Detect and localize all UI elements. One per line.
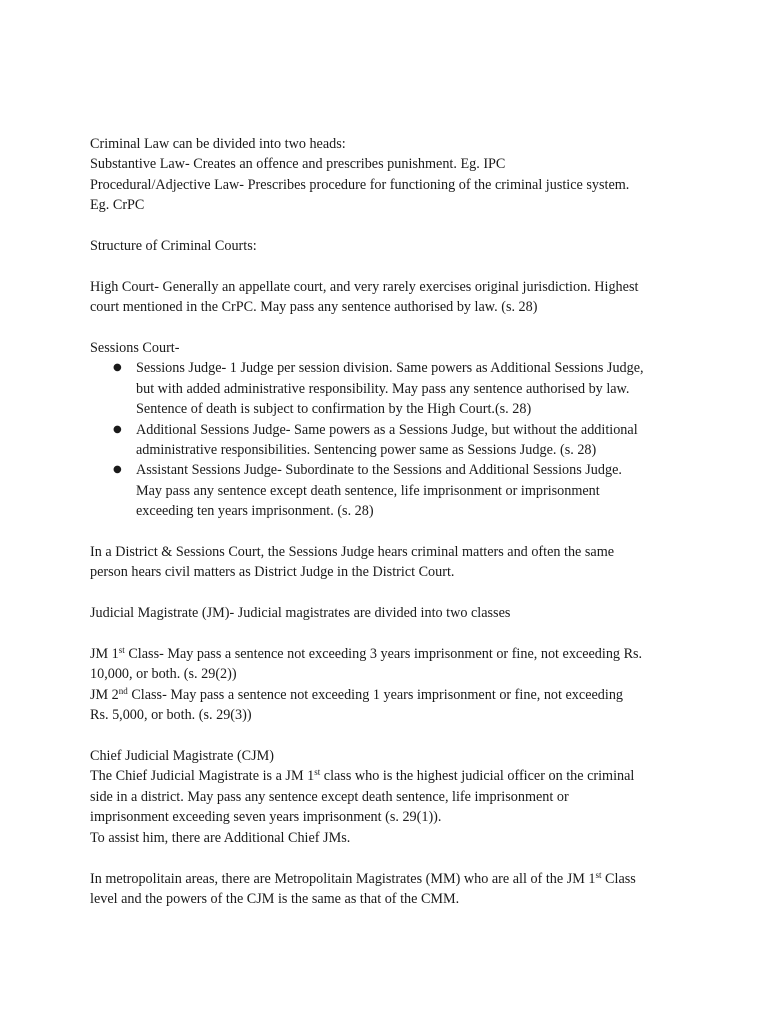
list-item-line: exceeding ten years imprisonment. (s. 28) xyxy=(136,503,374,520)
procedural-law xyxy=(90,175,680,216)
list-item xyxy=(90,460,680,521)
list-item-line: Sentence of death is subject to confirmation by the High Court.(s. 28) xyxy=(136,401,532,418)
metro-line1-rest: Class xyxy=(601,870,636,887)
jm1-paragraph xyxy=(90,644,680,685)
list-item-line: Additional Sessions Judge- Same powers as a Sessions Judge, but without the additional xyxy=(136,421,638,438)
cjm-line1-prefix: The Chief Judicial Magistrate is a JM 1 xyxy=(90,768,315,785)
jm1-line2: 10,000, or both. (s. 29(2)) xyxy=(90,666,237,683)
cjm-paragraph xyxy=(90,766,680,848)
metro-line2: level and the powers of the CJM is the same as that of the CMM. xyxy=(90,890,460,907)
sessions-title: Sessions Court- xyxy=(90,340,180,357)
high-court-paragraph xyxy=(90,277,680,318)
list-item-line: administrative responsibilities. Sentencing power same as Sessions Judge. (s. 28) xyxy=(136,442,597,459)
high-court-line2: court mentioned in the CrPC. May pass any sentence authorised by law. (s. 28) xyxy=(90,299,538,316)
jm2-rest: Class- May pass a sentence not exceeding 1 years imprisonment or fine, not exceeding xyxy=(127,686,624,703)
jm2-line2: Rs. 5,000, or both. (s. 29(3)) xyxy=(90,707,252,724)
heads-intro: Criminal Law can be divided into two heads: xyxy=(90,136,346,152)
district-paragraph xyxy=(90,542,680,583)
document-body xyxy=(90,134,680,909)
bullet-icon: ● xyxy=(113,464,122,476)
procedural-law-line1: Procedural/Adjective Law- Prescribes procedure for functioning of the criminal justice system. xyxy=(90,176,630,193)
bullet-icon: ● xyxy=(113,362,122,374)
substantive-law: Substantive Law- Creates an offence and prescribes punishment. Eg. IPC xyxy=(90,156,506,173)
cjm-line1-sup: st xyxy=(314,767,321,778)
list-item xyxy=(90,420,680,461)
high-court-line1: High Court- Generally an appellate court, and very rarely exercises original jurisdiction. Highest xyxy=(90,278,639,295)
district-line1: In a District & Sessions Court, the Sessions Judge hears criminal matters and often the same xyxy=(90,544,615,561)
list-item-line: but with added administrative responsibility. May pass any sentence authorised by law. xyxy=(136,380,630,397)
jm-intro: Judicial Magistrate (JM)- Judicial magistrates are divided into two classes xyxy=(90,605,511,622)
cjm-title: Chief Judicial Magistrate (CJM) xyxy=(90,748,275,765)
jm2-sup: nd xyxy=(118,685,128,696)
bullet-icon: ● xyxy=(113,423,122,435)
list-item-line: Assistant Sessions Judge- Subordinate to the Sessions and Additional Sessions Judge. xyxy=(136,462,622,479)
jm2-prefix: JM 2 xyxy=(90,686,119,703)
jm1-rest: Class- May pass a sentence not exceeding 3 years imprisonment or fine, not exceeding Rs. xyxy=(124,646,643,663)
cjm-line3: imprisonment exceeding seven years imprisonment (s. 29(1)). xyxy=(90,809,442,826)
metro-line1-prefix: In metropolitain areas, there are Metropolitain Magistrates (MM) who are all of the JM 1 xyxy=(90,870,596,887)
list-item-line: May pass any sentence except death sentence, life imprisonment or imprisonment xyxy=(136,482,600,499)
cjm-line1-rest: class who is the highest judicial officer on the criminal xyxy=(320,768,635,785)
sessions-list xyxy=(90,358,680,521)
cjm-line4: To assist him, there are Additional Chief JMs. xyxy=(90,829,351,846)
list-item-line: Sessions Judge- 1 Judge per session division. Same powers as Additional Sessions Judge, xyxy=(136,360,644,377)
jm1-prefix: JM 1 xyxy=(90,646,119,663)
cjm-line2: side in a district. May pass any sentence except death sentence, life imprisonment or xyxy=(90,788,569,805)
district-line2: person hears civil matters as District Judge in the District Court. xyxy=(90,564,455,581)
procedural-law-line2: Eg. CrPC xyxy=(90,197,145,214)
jm2-paragraph xyxy=(90,685,680,726)
jm1-sup: st xyxy=(118,645,125,656)
metro-line1-sup: st xyxy=(595,869,602,880)
structure-title: Structure of Criminal Courts: xyxy=(90,238,257,255)
list-item xyxy=(90,358,680,419)
metro-paragraph xyxy=(90,869,680,910)
